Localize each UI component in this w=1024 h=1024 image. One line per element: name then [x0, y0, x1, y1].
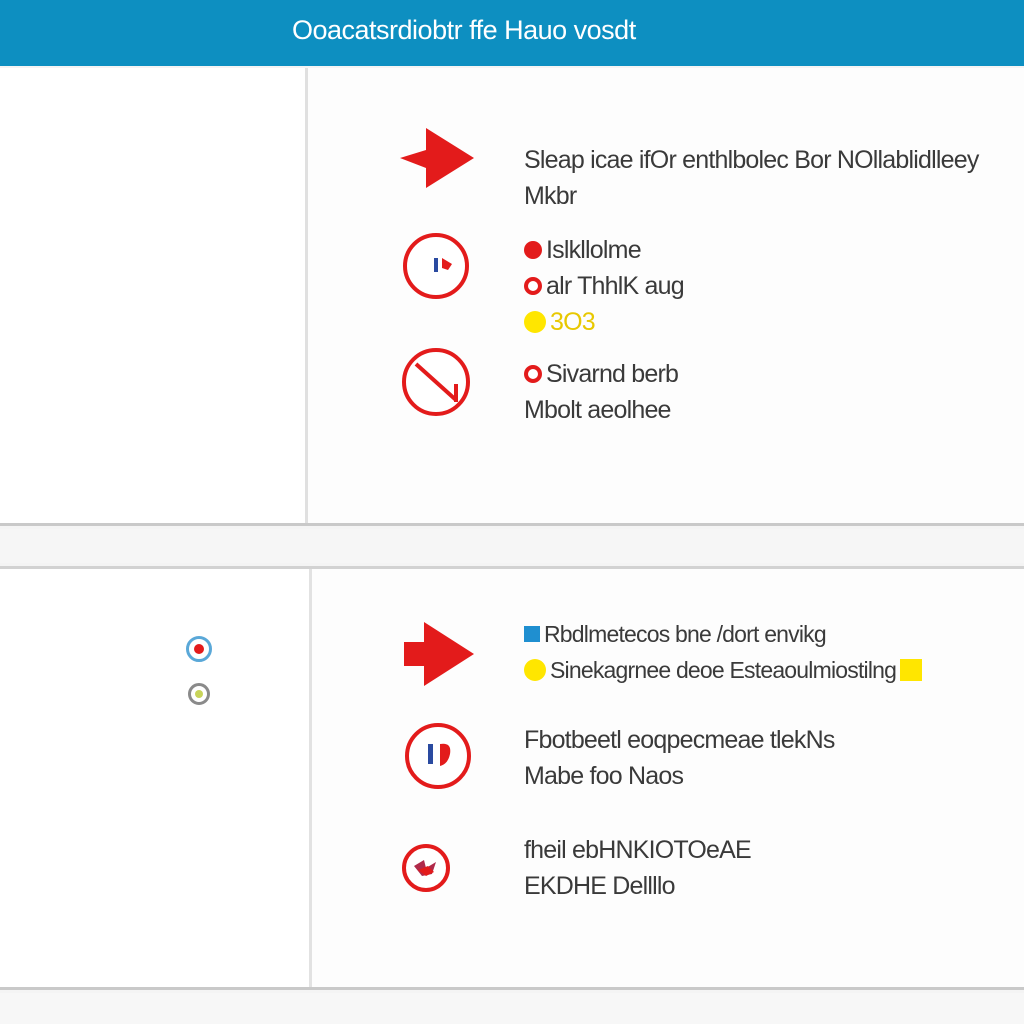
top-item-3-line-1: Sivarnd berb — [546, 359, 679, 388]
panel-divider — [0, 529, 1024, 563]
top-item-2-line-2: alr ThhlK aug — [546, 271, 684, 300]
bottom-item-1-line-1: Rbdlmetecos bne /dort envikg — [544, 620, 826, 647]
warning-dot — [524, 659, 546, 681]
circle-badge-icon — [398, 228, 474, 304]
warning-square — [900, 659, 922, 681]
bottom-item-3-line-1: fheil ebHNKIOTOeAE — [524, 835, 751, 864]
warning-dot — [524, 311, 546, 333]
bottom-item-3[interactable] — [524, 832, 751, 904]
bottom-item-2[interactable] — [524, 722, 835, 794]
flag-badge-icon — [400, 718, 476, 794]
alert-ring-dot — [524, 365, 542, 383]
status-ring-icon[interactable] — [188, 683, 210, 705]
no-entry-icon — [398, 344, 474, 420]
top-item-2-line-3: 3O3 — [550, 307, 595, 336]
bottom-item-2-line-1: Fbotbeetl eoqpecmeae tlekNs — [524, 725, 835, 754]
top-item-3[interactable] — [524, 356, 678, 428]
top-item-1-title: Sleap icae ifOr enthlbolec Bor NOllablidlleey — [524, 145, 979, 174]
top-item-1-subtitle: Mkbr — [524, 181, 577, 210]
arrow-right-icon — [400, 616, 476, 692]
alert-ring-dot — [524, 277, 542, 295]
bottom-item-1[interactable] — [524, 616, 922, 688]
top-item-2-line-1: Islkllolme — [546, 235, 641, 264]
target-icon[interactable] — [186, 636, 212, 662]
bottom-item-2-line-2: Mabe foo Naos — [524, 761, 684, 790]
alert-dot — [524, 241, 542, 259]
top-panel — [0, 68, 1024, 526]
app-title: Ooacatsrdiobtr ffe Hauo vosdt — [292, 15, 636, 45]
top-item-3-line-2: Mbolt aeolhee — [524, 395, 671, 424]
bottom-item-3-line-2: EKDHE Dellllo — [524, 871, 675, 900]
top-item-1[interactable] — [524, 142, 979, 214]
app-header — [0, 0, 1024, 66]
info-square — [524, 626, 540, 642]
emblem-badge-icon — [388, 830, 464, 906]
bottom-item-1-line-2: Sinekagrnee deoe Esteaoulmiostilng — [550, 656, 897, 683]
top-panel-sidebar — [0, 68, 308, 523]
top-item-2[interactable] — [524, 232, 684, 340]
page-footer — [0, 993, 1024, 1024]
arrow-right-icon — [398, 122, 474, 198]
bottom-panel-sidebar — [0, 569, 312, 987]
